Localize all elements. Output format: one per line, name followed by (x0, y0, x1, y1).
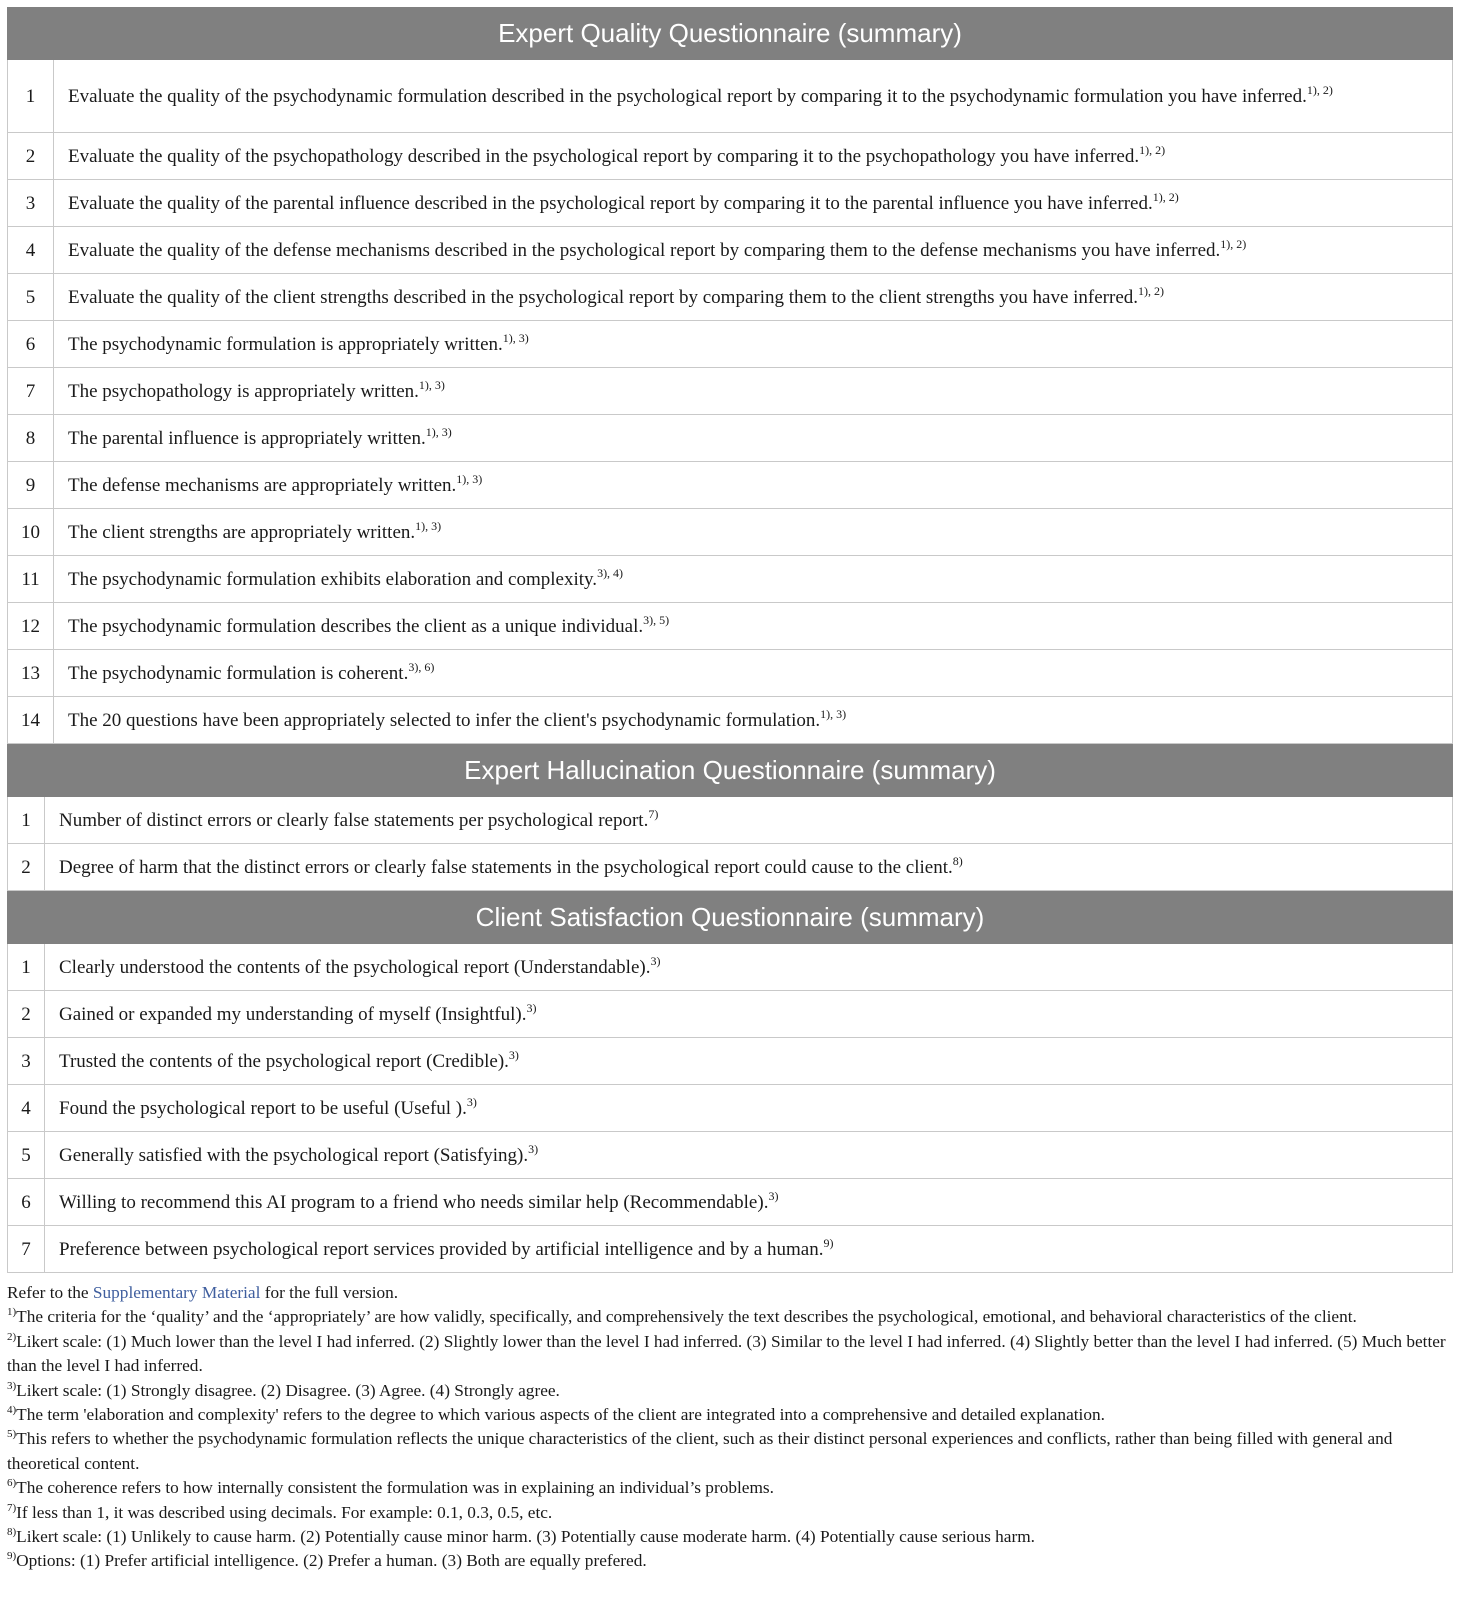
item-text: Evaluate the quality of the psychodynamic formulation described in the psychological report by comparing it to the psychodynamic formulation you have inferred. (68, 85, 1307, 107)
item-number: 1 (8, 60, 54, 133)
item-number: 13 (8, 650, 54, 697)
item-text: Generally satisfied with the psychological report (Satisfying). (59, 1144, 529, 1166)
item-number: 5 (8, 1132, 45, 1179)
questionnaire-section-table (7, 744, 1453, 891)
footnote-reference: 1), 2) (1220, 236, 1247, 251)
questionnaire-document (7, 7, 1453, 1574)
table-row (8, 650, 1453, 697)
item-text-cell (54, 650, 1453, 697)
footnote-reference: 1), 3) (425, 424, 452, 439)
table-row (8, 415, 1453, 462)
footnote-text: Options: (1) Prefer artificial intelligence. (2) Prefer a human. (3) Both are equally prefered. (16, 1551, 647, 1571)
item-text-cell (45, 1226, 1453, 1273)
item-text: Gained or expanded my understanding of myself (Insightful). (59, 1003, 527, 1025)
item-number: 11 (8, 556, 54, 603)
refer-note-text: Refer to the (7, 1283, 93, 1302)
footnote-text: If less than 1, it was described using decimals. For example: 0.1, 0.3, 0.5, etc. (16, 1502, 553, 1522)
table-row (8, 603, 1453, 650)
item-text-cell (54, 321, 1453, 368)
section-title: Client Satisfaction Questionnaire (summary) (8, 892, 1453, 944)
footnote-reference: 1), 3) (820, 706, 847, 721)
item-number: 5 (8, 274, 54, 321)
item-number: 9 (8, 462, 54, 509)
item-text: The psychodynamic formulation is appropriately written. (68, 333, 503, 355)
questionnaire-tables (7, 7, 1453, 1273)
item-text: The client strengths are appropriately written. (68, 521, 416, 543)
item-number: 1 (8, 944, 45, 991)
footnote-reference: 3) (466, 1094, 477, 1109)
footnote-reference: 1), 3) (418, 377, 445, 392)
table-row (8, 368, 1453, 415)
table-row (8, 274, 1453, 321)
item-number: 7 (8, 368, 54, 415)
footnote (7, 1501, 1447, 1525)
item-text: Evaluate the quality of the defense mechanisms described in the psychological report by comparing them to the defense mechanisms you have inferred. (68, 239, 1221, 261)
footnote-reference: 8) (952, 853, 963, 868)
footnote-mark: 6) (7, 1477, 17, 1490)
item-text-cell (54, 368, 1453, 415)
item-text-cell (45, 944, 1453, 991)
item-number: 14 (8, 697, 54, 744)
item-text-cell (45, 844, 1453, 891)
section-title: Expert Quality Questionnaire (summary) (8, 8, 1453, 60)
footnote-text: This refers to whether the psychodynamic formulation reflects the unique characteristics of the client, such as their distinct personal experiences and conflicts, rather than being filled with general and theoretical content. (7, 1429, 1393, 1473)
footnote-reference: 3), 4) (597, 565, 624, 580)
footnote-reference: 1), 3) (502, 330, 529, 345)
table-row (8, 509, 1453, 556)
item-text-cell (54, 227, 1453, 274)
section-header-row (8, 8, 1453, 60)
footnote (7, 1549, 1447, 1573)
table-row (8, 1179, 1453, 1226)
item-text-cell (45, 797, 1453, 844)
item-text: Evaluate the quality of the parental influence described in the psychological report by comparing it to the parental influence you have inferred. (68, 192, 1153, 214)
table-row (8, 60, 1453, 133)
footnote-mark: 9) (7, 1550, 17, 1563)
footnote-reference: 1), 2) (1139, 142, 1166, 157)
footnote-reference: 7) (648, 806, 659, 821)
questionnaire-section-table (7, 7, 1453, 744)
item-text: The parental influence is appropriately written. (68, 427, 426, 449)
table-footnotes (7, 1281, 1453, 1574)
footnote-mark: 3) (7, 1379, 17, 1392)
table-row (8, 991, 1453, 1038)
section-title: Expert Hallucination Questionnaire (summary) (8, 745, 1453, 797)
item-text: Clearly understood the contents of the psychological report (Understandable). (59, 956, 651, 978)
footnote-mark: 1) (7, 1306, 17, 1319)
item-text: Found the psychological report to be useful (Useful ). (59, 1097, 467, 1119)
item-text-cell (45, 1038, 1453, 1085)
item-text: The defense mechanisms are appropriately written. (68, 474, 457, 496)
item-text-cell (54, 509, 1453, 556)
item-text-cell (54, 462, 1453, 509)
item-text-cell (45, 1132, 1453, 1179)
section-header-row (8, 892, 1453, 944)
footnote (7, 1476, 1447, 1500)
footnote-reference: 3) (768, 1188, 779, 1203)
item-number: 2 (8, 844, 45, 891)
footnote-mark: 4) (7, 1404, 17, 1417)
footnote-reference: 1), 2) (1152, 189, 1179, 204)
footnote (7, 1379, 1447, 1403)
footnote-mark: 5) (7, 1428, 17, 1441)
table-row (8, 797, 1453, 844)
item-number: 2 (8, 133, 54, 180)
table-row (8, 1085, 1453, 1132)
footnote-text: The coherence refers to how internally consistent the formulation was in explaining an individual’s problems. (16, 1478, 774, 1498)
footnote (7, 1403, 1447, 1427)
table-row (8, 1132, 1453, 1179)
item-text: The psychodynamic formulation is coherent. (68, 662, 409, 684)
item-text-cell (45, 991, 1453, 1038)
footnote-text: The term 'elaboration and complexity' refers to the degree to which various aspects of the client are integrated into a comprehensive and detailed explanation. (16, 1405, 1105, 1425)
item-text: Evaluate the quality of the client strengths described in the psychological report by comparing them to the client strengths you have inferred. (68, 286, 1139, 308)
refer-note (7, 1281, 1447, 1305)
table-row (8, 1226, 1453, 1273)
item-text-cell (54, 180, 1453, 227)
item-number: 10 (8, 509, 54, 556)
table-row (8, 944, 1453, 991)
item-text-cell (54, 133, 1453, 180)
item-text: Willing to recommend this AI program to a friend who needs similar help (Recommendable). (59, 1191, 769, 1213)
item-text: Evaluate the quality of the psychopathology described in the psychological report by comparing it to the psychopathology you have inferred. (68, 145, 1140, 167)
item-number: 4 (8, 227, 54, 274)
item-text: Number of distinct errors or clearly false statements per psychological report. (59, 809, 649, 831)
table-row (8, 556, 1453, 603)
item-text-cell (54, 697, 1453, 744)
item-text: The psychodynamic formulation describes the client as a unique individual. (68, 615, 644, 637)
item-text-cell (54, 556, 1453, 603)
refer-note-text-end: for the full version. (260, 1283, 399, 1302)
table-row (8, 462, 1453, 509)
item-number: 3 (8, 1038, 45, 1085)
footnote-reference: 1), 2) (1138, 283, 1165, 298)
table-row (8, 180, 1453, 227)
item-number: 1 (8, 797, 45, 844)
footnote-reference: 1), 3) (415, 518, 442, 533)
section-header-row (8, 745, 1453, 797)
item-text-cell (45, 1179, 1453, 1226)
footnote (7, 1525, 1447, 1549)
footnote-mark: 7) (7, 1501, 17, 1514)
footnote-text: Likert scale: (1) Unlikely to cause harm. (2) Potentially cause minor harm. (3) Potentially cause moderate harm. (4) Potentially cause serious harm. (16, 1527, 1035, 1547)
table-row (8, 697, 1453, 744)
table-row (8, 321, 1453, 368)
item-text-cell (54, 274, 1453, 321)
footnote-list (7, 1305, 1447, 1573)
item-text: Preference between psychological report services provided by artificial intelligence and by a human. (59, 1238, 824, 1260)
footnote-reference: 3) (650, 953, 661, 968)
footnote (7, 1330, 1447, 1379)
table-row (8, 844, 1453, 891)
footnote (7, 1427, 1447, 1476)
footnote-text: Likert scale: (1) Strongly disagree. (2) Disagree. (3) Agree. (4) Strongly agree. (16, 1380, 560, 1400)
item-number: 12 (8, 603, 54, 650)
item-text: Trusted the contents of the psychological report (Credible). (59, 1050, 509, 1072)
item-text-cell (54, 415, 1453, 462)
item-number: 2 (8, 991, 45, 1038)
item-number: 3 (8, 180, 54, 227)
item-text-cell (54, 60, 1453, 133)
item-number: 6 (8, 321, 54, 368)
footnote (7, 1305, 1447, 1329)
item-text: The psychopathology is appropriately written. (68, 380, 419, 402)
footnote-reference: 3) (528, 1141, 539, 1156)
item-text-cell (54, 603, 1453, 650)
item-number: 4 (8, 1085, 45, 1132)
item-text: The 20 questions have been appropriately selected to infer the client's psychodynamic formulation. (68, 709, 821, 731)
item-number: 8 (8, 415, 54, 462)
footnote-reference: 1), 2) (1306, 82, 1333, 97)
table-row (8, 1038, 1453, 1085)
item-text: Degree of harm that the distinct errors or clearly false statements in the psychological report could cause to the client. (59, 856, 953, 878)
footnote-reference: 3), 5) (643, 612, 670, 627)
footnote-mark: 2) (7, 1330, 17, 1343)
questionnaire-section-table (7, 891, 1453, 1273)
item-number: 6 (8, 1179, 45, 1226)
footnote-reference: 9) (823, 1235, 834, 1250)
footnote-mark: 8) (7, 1526, 17, 1539)
footnote-reference: 3) (508, 1047, 519, 1062)
footnote-reference: 3), 6) (408, 659, 435, 674)
item-text-cell (45, 1085, 1453, 1132)
item-text: The psychodynamic formulation exhibits elaboration and complexity. (68, 568, 598, 590)
supplementary-material-link[interactable]: Supplementary Material (92, 1283, 261, 1302)
table-row (8, 227, 1453, 274)
table-row (8, 133, 1453, 180)
footnote-reference: 3) (526, 1000, 537, 1015)
footnote-text: The criteria for the ‘quality’ and the ‘appropriately’ are how validly, specifically, and comprehensively the text describes the psychological, emotional, and behavioral characteristics of the client. (16, 1307, 1357, 1327)
footnote-text: Likert scale: (1) Much lower than the level I had inferred. (2) Slightly lower than the level I had inferred. (3) Similar to the level I had inferred. (4) Slightly better than the level I had inferred. (5) Much better than the level I had inferred. (7, 1331, 1446, 1376)
item-number: 7 (8, 1226, 45, 1273)
footnote-reference: 1), 3) (456, 471, 483, 486)
